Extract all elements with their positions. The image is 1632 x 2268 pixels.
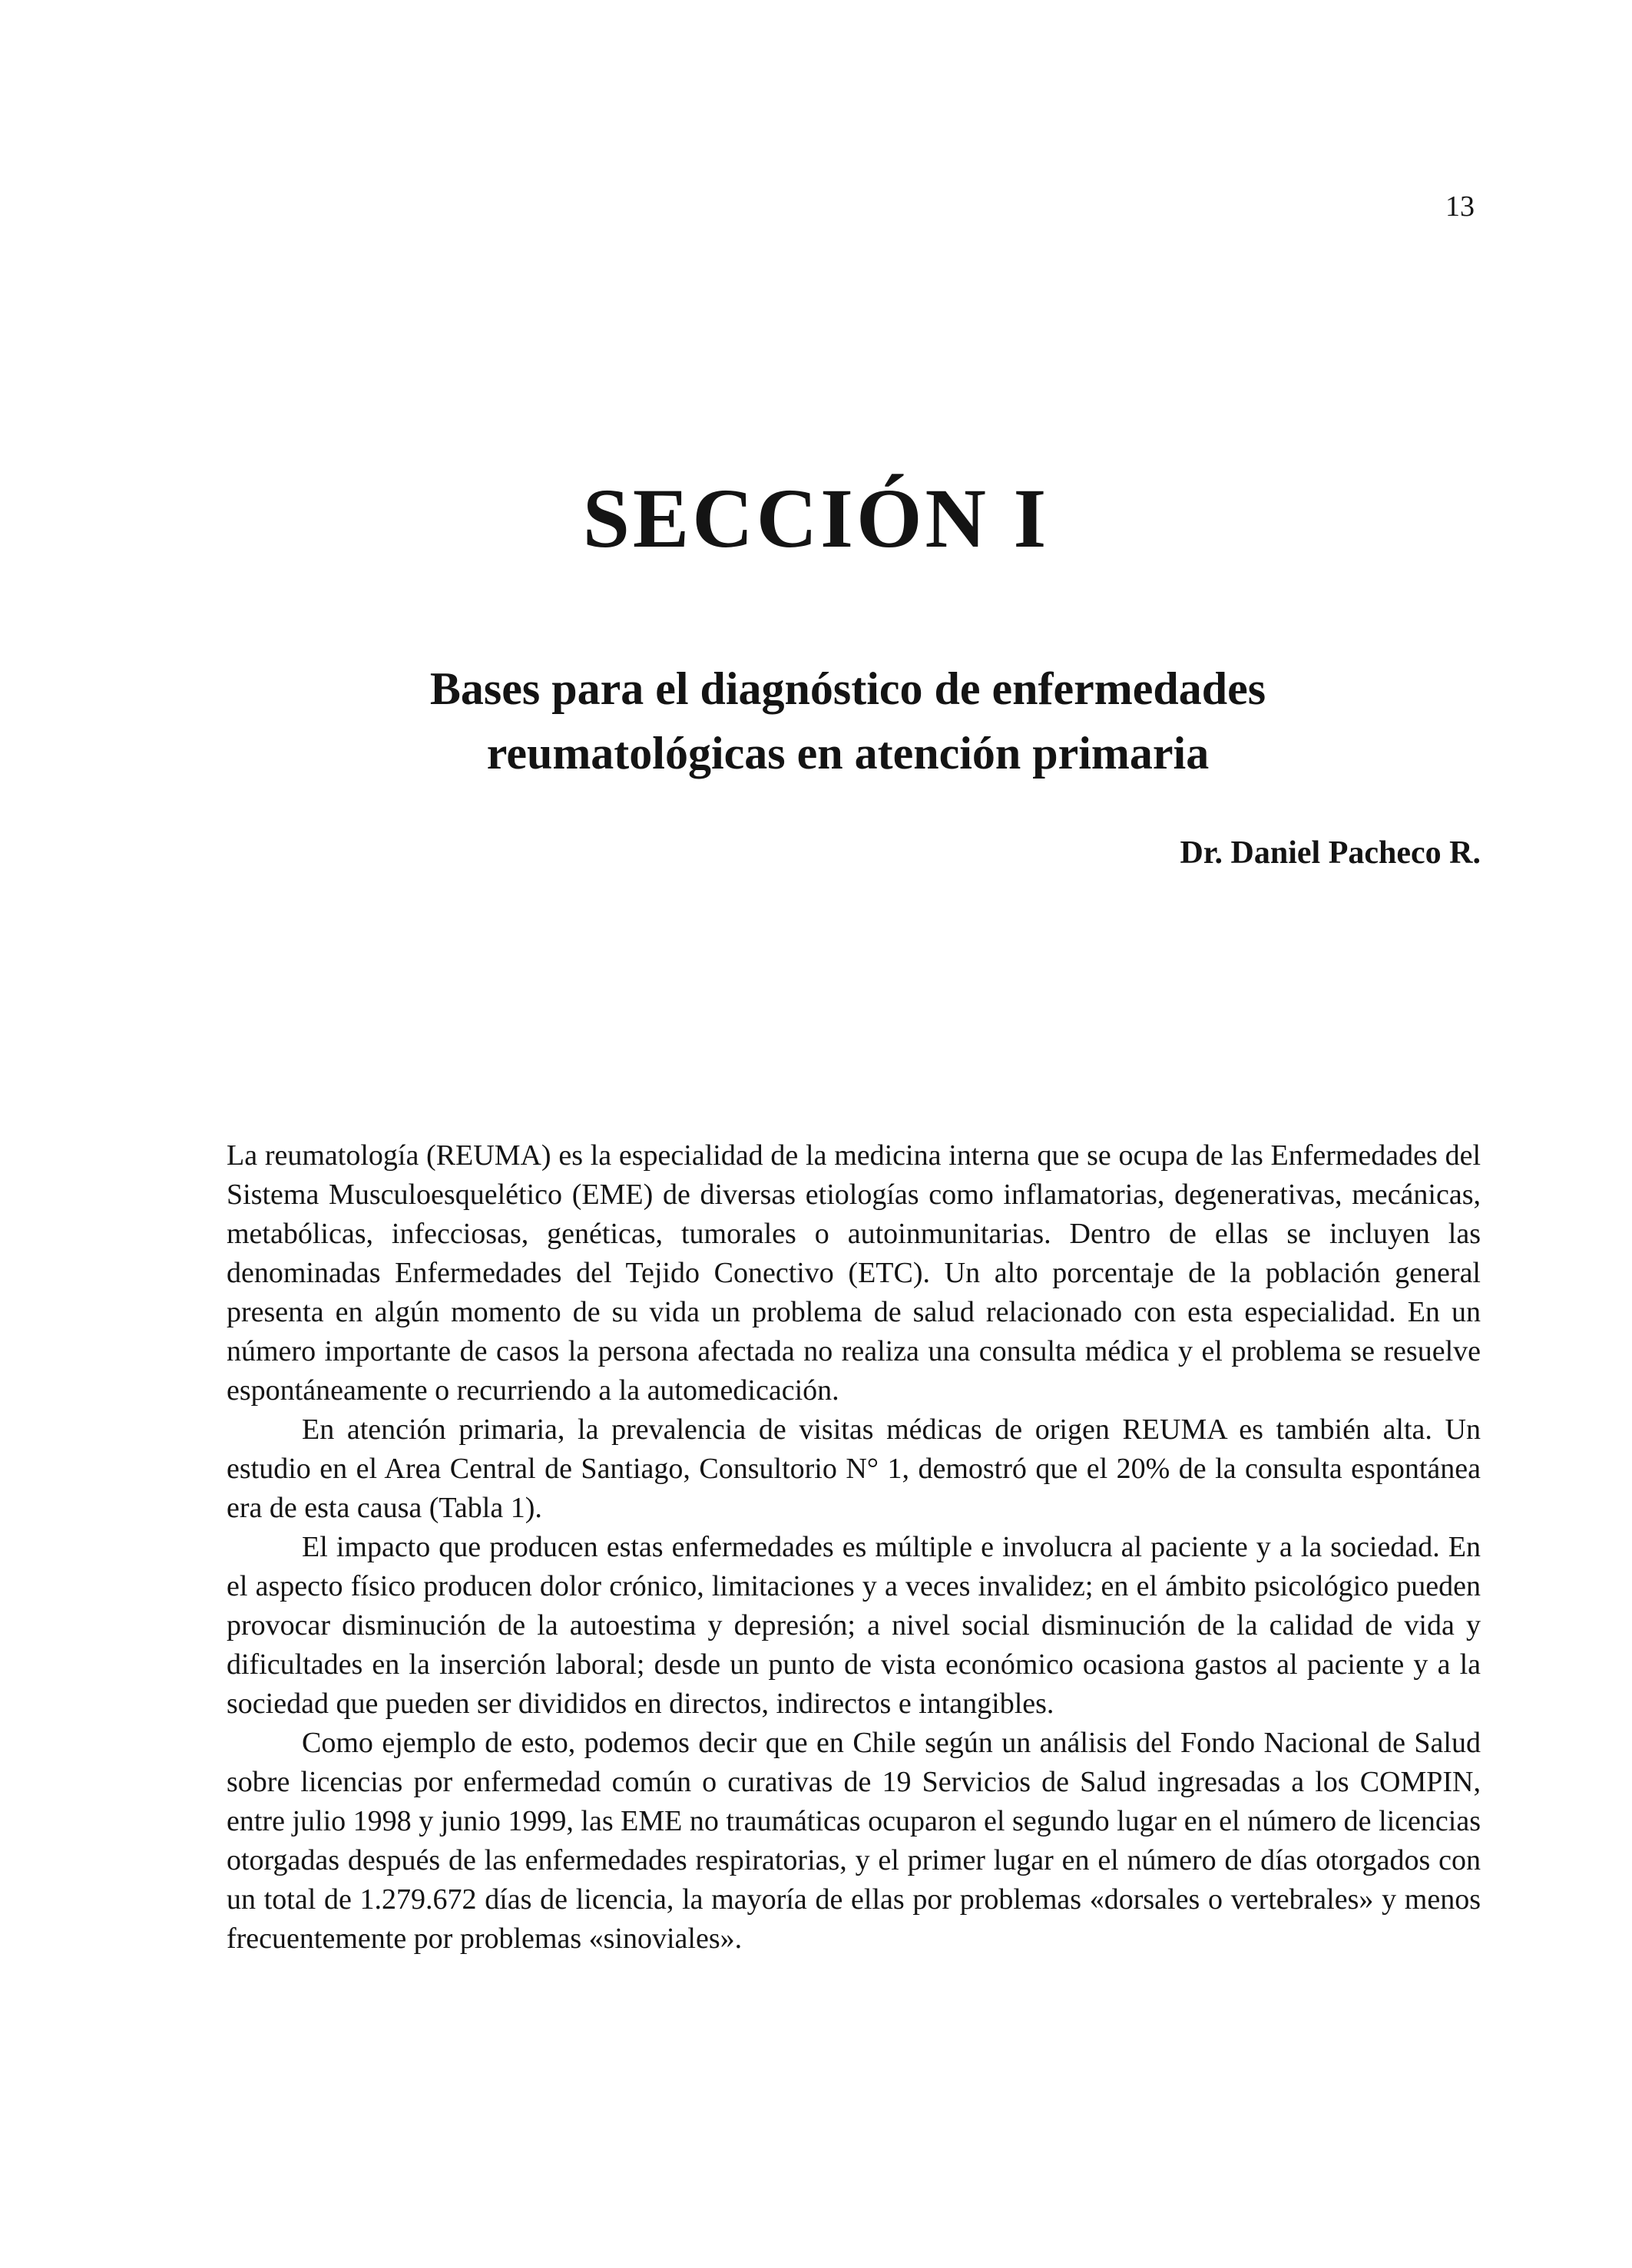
paragraph: La reumatología (REUMA) es la especialidad de la medicina interna que se ocupa de las Enfermedades del Sistema Musculoesquelético (EME) de diversas etiologías como inflamatorias, degenerativas, mecánicas, metabólicas, infecciosas, genéticas, tumorales o autoinmunitarias. Dentro de ellas se incluyen las denominadas Enfermedades del Tejido Conectivo (ETC). Un alto porcentaje de la población general presenta en algún momento de su vida un problema de salud relacionado con esta especialidad. En un número importante de casos la persona afectada no realiza una consulta médica y el problema se resuelve espontáneamente o recurriendo a la automedicación.: [227, 1139, 1481, 1407]
chapter-title: [230, 656, 1465, 785]
paragraph: En atención primaria, la prevalencia de visitas médicas de origen REUMA es también alta. Un estudio en el Area Central de Santiago, Consultorio N° 1, demostró que el 20% de la consulta espontánea era de esta causa (Tabla 1).: [227, 1413, 1481, 1524]
page-number: 13: [1445, 190, 1475, 223]
author-name: Dr. Daniel Pacheco R.: [1180, 835, 1481, 871]
paragraph: El impacto que producen estas enfermedades es múltiple e involucra al paciente y a la sociedad. En el aspecto físico producen dolor crónico, limitaciones y a veces invalidez; en el ámbito psicológico pueden provocar disminución de la autoestima y depresión; a nivel social disminución de la calidad de vida y dificultades en la inserción laboral; desde un punto de vista económico ocasiona gastos al paciente y a la sociedad que pueden ser divididos en directos, indirectos e intangibles.: [227, 1531, 1481, 1720]
chapter-title-line-1: Bases para el diagnóstico de enfermedades: [429, 663, 1266, 714]
body-text: [227, 1136, 1481, 1959]
paragraph: Como ejemplo de esto, podemos decir que en Chile según un análisis del Fondo Nacional de Salud sobre licencias por enfermedad común o curativas de 19 Servicios de Salud ingresadas a los COMPIN, entre julio 1998 y junio 1999, las EME no traumáticas ocuparon el segundo lugar en el número de licencias otorgadas después de las enfermedades respiratorias, y el primer lugar en el número de días otorgados con un total de 1.279.672 días de licencia, la mayoría de ellas por problemas «dorsales o vertebrales» y menos frecuentemente por problemas «sinoviales».: [227, 1727, 1481, 1955]
chapter-title-line-2: reumatológicas en atención primaria: [486, 728, 1210, 779]
section-title: SECCIÓN I: [582, 471, 1050, 565]
